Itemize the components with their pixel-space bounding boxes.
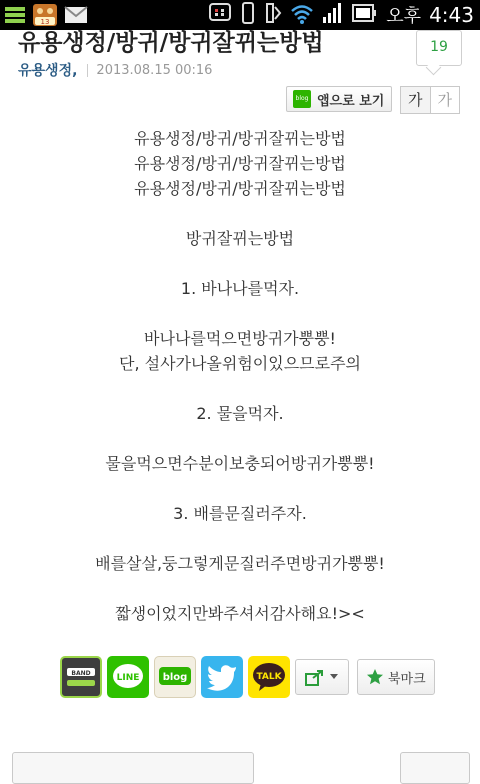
- body-line: 물을먹으면수분이보충되어방귀가뿡뿡!: [105, 454, 375, 473]
- dropdown-caret-icon: [329, 673, 339, 681]
- band-icon: [64, 660, 98, 694]
- bottom-nav-button-right[interactable]: [400, 752, 470, 784]
- body-line: [0, 251, 480, 276]
- signal-icon: [322, 2, 344, 28]
- share-band-button[interactable]: [60, 656, 102, 698]
- font-size-small-button[interactable]: 가: [400, 86, 431, 114]
- body-line: [0, 426, 480, 451]
- body-line: [0, 576, 480, 601]
- naver-blog-icon: [157, 659, 193, 695]
- status-time-ampm: 오후: [386, 6, 422, 27]
- bookmark-button[interactable]: [357, 659, 435, 695]
- post-author-link[interactable]: 유용생정,: [18, 63, 78, 79]
- body-line: 짧생이었지만봐주셔서감사해요!><: [115, 604, 365, 623]
- meta-divider: [87, 64, 88, 77]
- blog-app-icon: blog: [293, 90, 311, 108]
- band-label: BAND: [71, 670, 91, 677]
- body-line: [0, 376, 480, 401]
- line-icon: [110, 659, 146, 695]
- open-in-app-label: 앱으로 보기: [317, 93, 385, 109]
- font-size-toggle: [400, 86, 460, 114]
- game-badge-text: 13: [40, 18, 50, 26]
- comment-count-button[interactable]: [416, 30, 462, 66]
- body-line: [0, 476, 480, 501]
- body-line: [0, 526, 480, 551]
- share-more-button[interactable]: [295, 659, 349, 695]
- share-arrow-icon: [305, 668, 325, 686]
- font-size-large-button[interactable]: 가: [431, 86, 461, 114]
- kakaotalk-icon: [251, 661, 287, 693]
- share-bar: [60, 656, 435, 698]
- body-line: 유용생정/방귀/방귀잘뀌는방법: [134, 129, 346, 148]
- bottom-nav-button-left[interactable]: [12, 752, 254, 784]
- body-line: 2. 물을먹자.: [196, 404, 284, 423]
- body-line: 방귀잘뀌는방법: [185, 229, 295, 248]
- body-line: 유용생정/방귀/방귀잘뀌는방법: [134, 179, 346, 198]
- body-line: 바나나를먹으면방귀가뿡뿡!: [144, 329, 336, 348]
- open-in-app-button[interactable]: [286, 86, 392, 112]
- post-meta: [18, 60, 212, 80]
- line-label: LINE: [116, 673, 140, 683]
- share-line-button[interactable]: [107, 656, 149, 698]
- battery-icon: [352, 3, 378, 27]
- body-line: 배를살살,둥그렇게문질러주면방귀가뿡뿡!: [95, 554, 385, 573]
- share-kakaotalk-button[interactable]: [248, 656, 290, 698]
- body-line: [0, 201, 480, 226]
- body-line: [0, 301, 480, 326]
- post-body: [0, 126, 480, 626]
- star-icon: [366, 668, 384, 686]
- twitter-bird-icon: [206, 663, 238, 691]
- status-time: 4:43: [429, 3, 474, 27]
- share-blog-button[interactable]: [154, 656, 196, 698]
- talk-label: TALK: [256, 672, 282, 682]
- body-line: 1. 바나나를먹자.: [180, 279, 300, 298]
- body-line: 3. 배를문질러주자.: [173, 504, 307, 523]
- blog-label: blog: [162, 672, 188, 683]
- bookmark-label: 북마크: [388, 671, 426, 687]
- post-date: 2013.08.15 00:16: [96, 62, 213, 78]
- body-line: 단, 설사가나올위험이있으므로주의: [118, 354, 361, 373]
- post-title: 유용생정/방귀/방귀잘뀌는방법: [18, 30, 324, 56]
- comment-count: 19: [430, 39, 448, 55]
- share-twitter-button[interactable]: [201, 656, 243, 698]
- body-line: 유용생정/방귀/방귀잘뀌는방법: [134, 154, 346, 173]
